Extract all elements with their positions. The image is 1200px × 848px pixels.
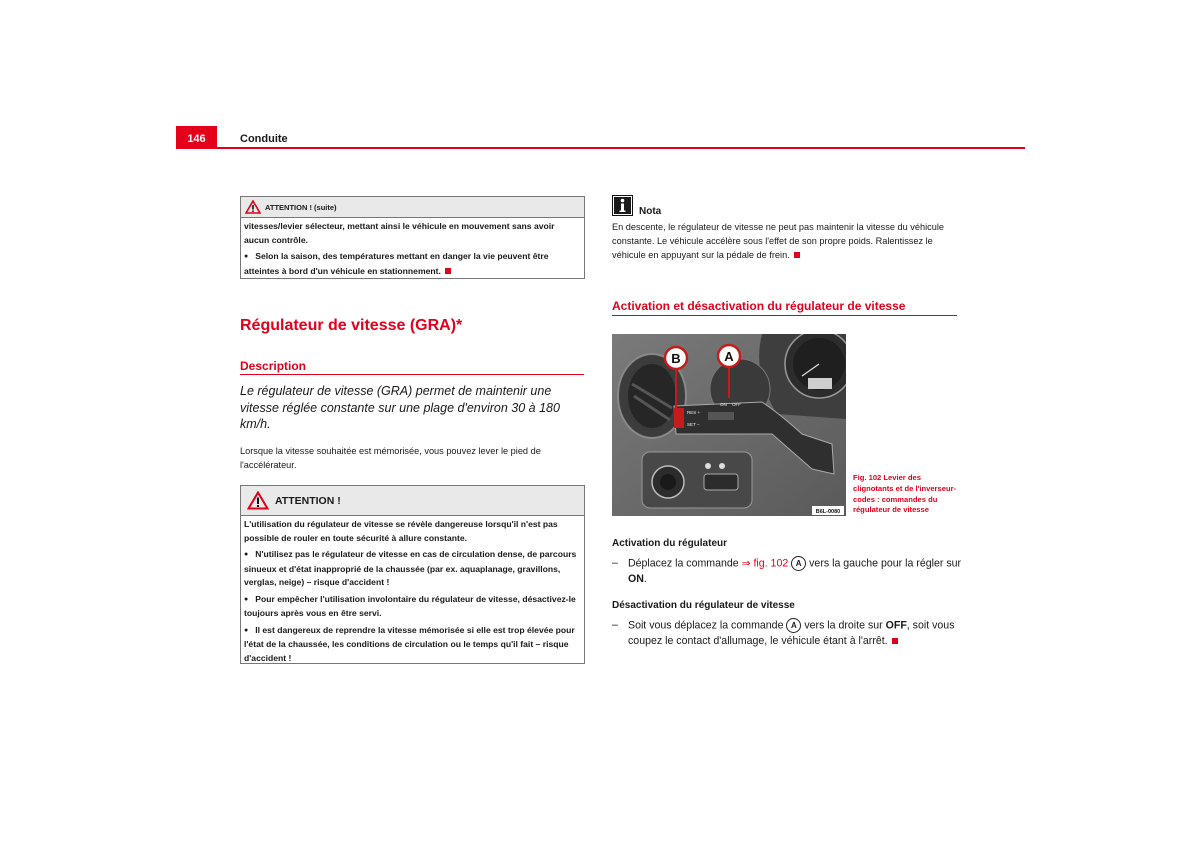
bullet-dot [244, 625, 255, 635]
callout-a: A [724, 349, 734, 364]
warning-paragraph: L'utilisation du régulateur de vitesse se révèle dangereuse lorsqu'il n'est pas possible de rouler en toute sécurité à allure constante. [244, 519, 558, 543]
warning-continued-title: ATTENTION ! (suite) [265, 202, 337, 212]
section-title: Régulateur de vitesse (GRA)* [240, 317, 463, 334]
dash-marker: – [612, 557, 618, 569]
chapter-title: Conduite [240, 133, 288, 145]
warning-icon [245, 200, 261, 214]
set-label: SET – [687, 422, 700, 427]
end-marker [794, 252, 800, 258]
warning-continued-paragraph: vitesses/levier sélecteur, mettant ainsi le véhicule en mouvement sans avoir aucun contrôle. [244, 221, 555, 245]
off-label: OFF [732, 402, 741, 407]
deactivate-step [612, 618, 962, 649]
text-run: vers la droite sur [801, 619, 886, 632]
warning-bullet [244, 593, 581, 621]
text-run: Déplacez la commande [628, 557, 742, 570]
page-number: 146 [187, 133, 206, 145]
activate-step [612, 556, 962, 587]
figure-caption: Fig. 102 Levier des clignotants et de l'inverseur-codes : commandes du régulateur de vitesse [853, 473, 957, 515]
activate-step-text [628, 556, 962, 587]
callout-b: B [671, 351, 681, 366]
body-paragraph: Lorsque la vitesse souhaitée est mémorisée, vous pouvez lever le pied de l'accélérateur. [240, 446, 541, 470]
text-run: Soit vous déplacez la commande [628, 619, 787, 632]
text-run: , soit vous coupez le contact d'allumage, le véhicule étant à l'arrêt. [628, 619, 955, 647]
cruise-control-figure [612, 334, 846, 516]
on-label: ON [720, 402, 727, 407]
warning-bullet-text: N'utilisez pas le régulateur de vitesse en cas de circulation dense, de parcours sinueux et d'état inapproprié de la chaussée (par ex. aquaplanage, gravillons, verglas, neige) – risque d'accident ! [244, 549, 577, 587]
bullet-dot [244, 549, 255, 559]
activate-heading: Activation du régulateur [612, 538, 728, 549]
warning-icon [247, 491, 269, 510]
warning-title: ATTENTION ! [275, 494, 341, 507]
note-title: Nota [639, 206, 662, 217]
info-icon [612, 195, 633, 216]
off-term: OFF [885, 619, 907, 632]
warning-continued-header [241, 197, 584, 218]
warning-bullet [244, 624, 581, 666]
end-marker [445, 268, 451, 274]
figure-link[interactable]: ⇒ fig. 102 [741, 557, 789, 570]
callout-a-inline: A [791, 556, 806, 571]
subsection-rule [240, 374, 584, 375]
warning-continued-bullet [244, 250, 581, 278]
deactivate-step-text [628, 618, 962, 649]
warning-box [240, 485, 585, 664]
bullet-dot [244, 594, 255, 604]
res-label: RES + [687, 410, 701, 415]
activation-rule [612, 315, 957, 316]
end-marker [892, 638, 898, 644]
warning-bullet-text: Il est dangereux de reprendre la vitesse mémorisée si elle est trop élevée pour l'état de la chaussée, les conditions de circulation ou le temps qu'il fait – risque d'accident ! [244, 624, 575, 663]
warning-continued-bullet-text: Selon la saison, des températures mettant en danger la vie peuvent être atteintes à bord d'un véhicule en stationnement. [244, 251, 549, 276]
warning-bullet-text: Pour empêcher l'utilisation involontaire du régulateur de vitesse, désactivez-le toujours après vous en être servi. [244, 593, 576, 618]
figure-code: B6L-0080 [815, 509, 841, 515]
bullet-dot [244, 251, 255, 261]
subsection-title: Description [240, 359, 307, 373]
intro-paragraph: Le régulateur de vitesse (GRA) permet de maintenir une vitesse réglée constante sur une plage d'environ 30 à 180 km/h. [240, 384, 560, 431]
note-text: En descente, le régulateur de vitesse ne peut pas maintenir la vitesse du véhicule constante. Le véhicule accélère sous l'effet de son propre poids. Ralentissez le véhicule en appuyant sur la pédale de frein. [612, 222, 944, 260]
text-run: . [643, 572, 647, 585]
deactivate-heading: Désactivation du régulateur de vitesse [612, 600, 795, 611]
note-body [612, 221, 958, 262]
warning-continued-box [240, 196, 585, 279]
activation-title: Activation et désactivation du régulateur de vitesse [612, 299, 906, 313]
text-run: vers la gauche pour la régler sur [806, 557, 962, 570]
warning-continued-body [241, 218, 584, 283]
dash-marker: – [612, 619, 618, 631]
header-rule [176, 147, 1025, 149]
on-term: ON [628, 572, 644, 585]
warning-body [241, 516, 584, 670]
warning-header [241, 486, 584, 516]
callout-a-inline: A [786, 618, 801, 633]
warning-bullet [244, 548, 581, 590]
